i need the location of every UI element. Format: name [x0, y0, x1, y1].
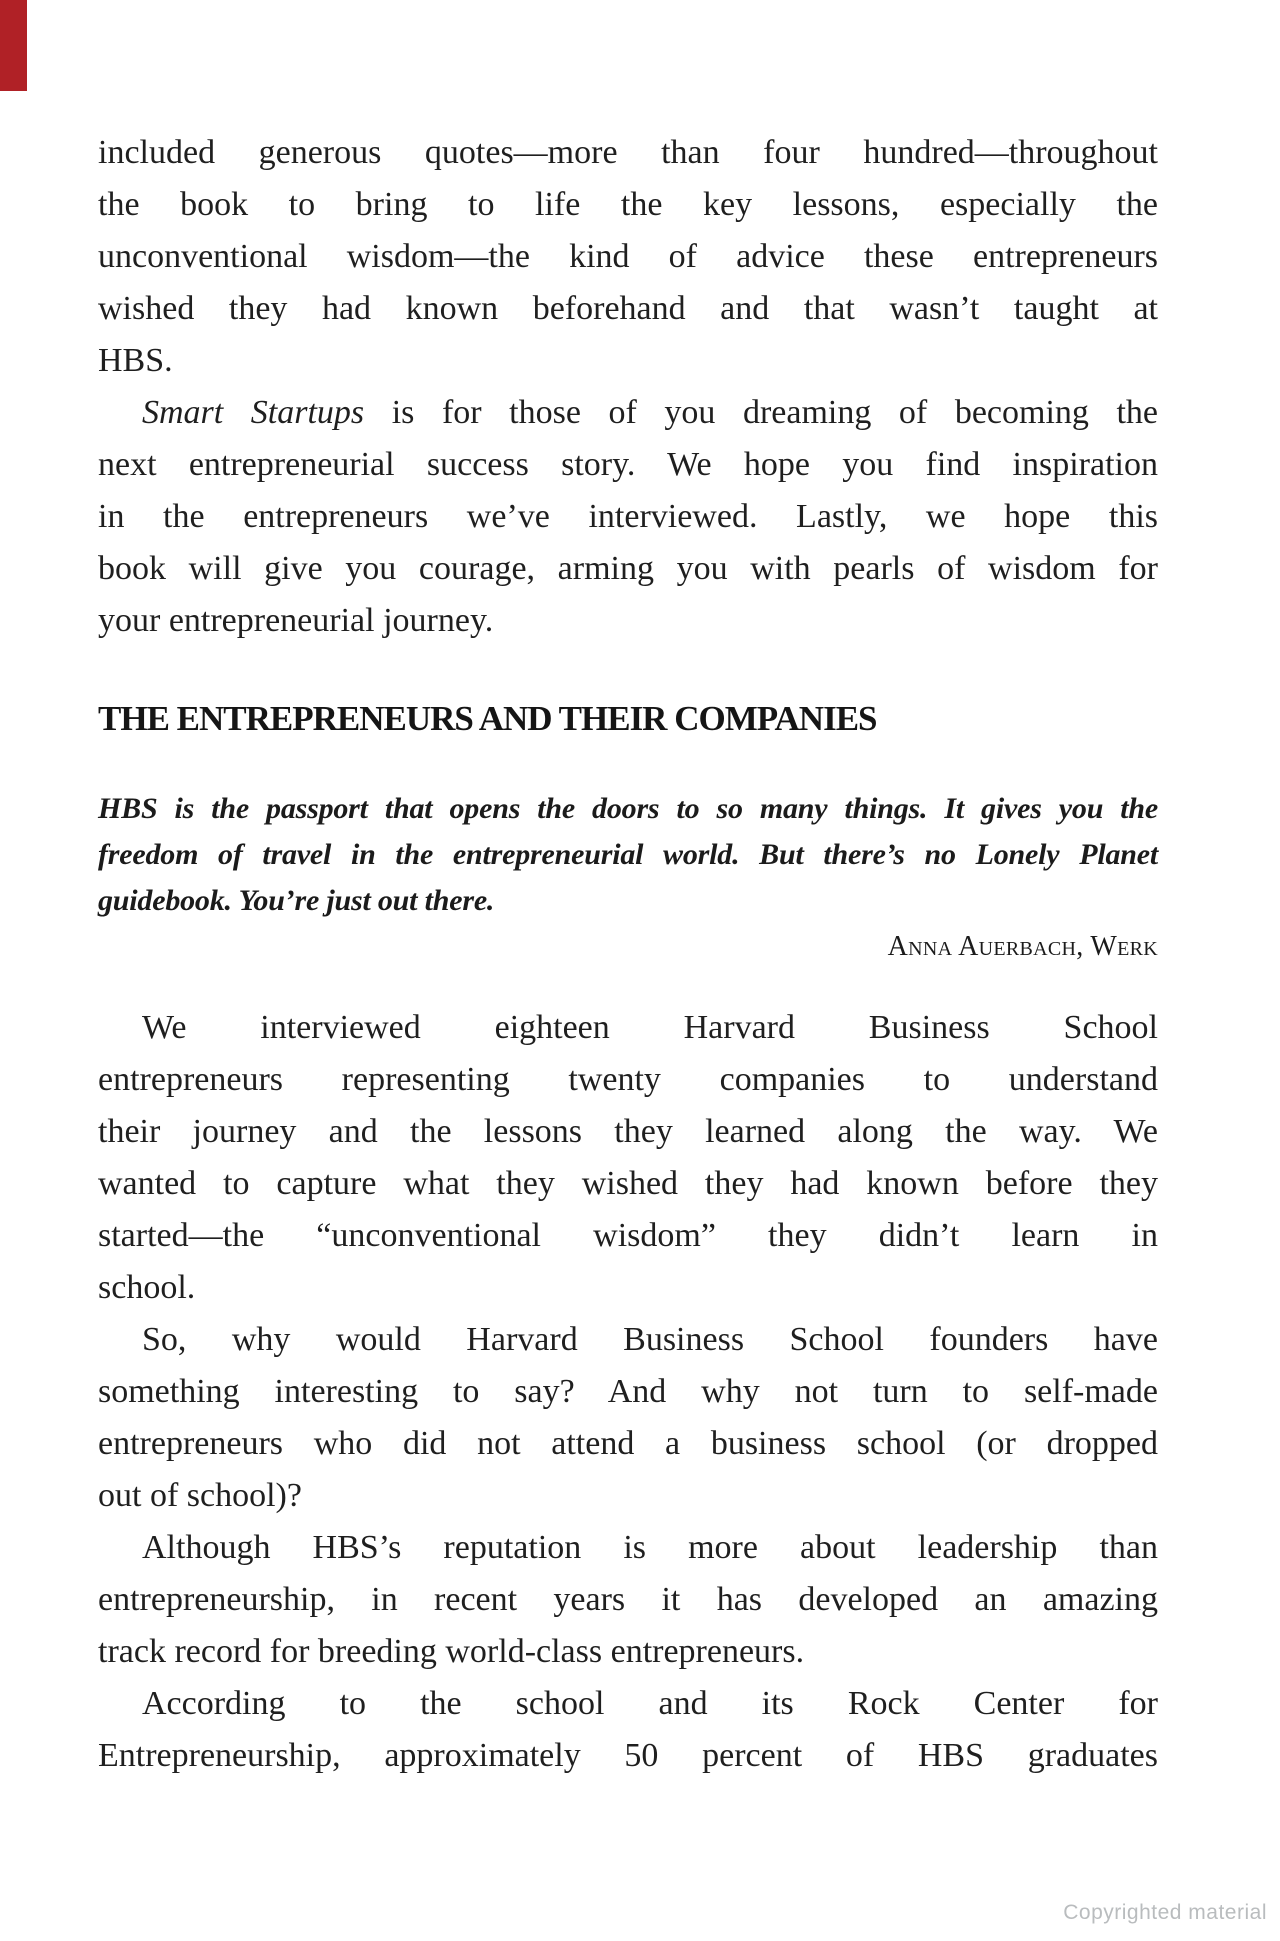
text-line: in the entrepreneurs we’ve interviewed. Lastly, we hope this	[98, 498, 1158, 535]
text-line: wished they had known beforehand and that wasn’t taught at	[98, 290, 1158, 327]
paragraph	[98, 1314, 1158, 1522]
text-line: their journey and the lessons they learned along the way. We	[98, 1113, 1158, 1150]
book-cover-corner	[0, 0, 27, 91]
text-line: According to the school and its Rock Center for	[142, 1685, 1158, 1722]
text-line: freedom of travel in the entrepreneurial world. But there’s no Lonely Planet	[98, 838, 1158, 871]
text-line: HBS.	[98, 342, 173, 379]
text-line: Entrepreneurship, approximately 50 percent of HBS graduates	[98, 1737, 1158, 1774]
text-line: unconventional wisdom—the kind of advice these entrepreneurs	[98, 238, 1158, 275]
text-line: school.	[98, 1269, 196, 1306]
text-line: guidebook. You’re just out there.	[98, 884, 495, 917]
text-line: something interesting to say? And why not turn to self-made	[98, 1373, 1158, 1410]
paragraph	[98, 1522, 1158, 1678]
page-text-block	[98, 127, 1158, 1782]
text-line: Although HBS’s reputation is more about leadership than	[142, 1529, 1158, 1566]
text-line: started—the “unconventional wisdom” they didn’t learn in	[98, 1217, 1158, 1254]
text-line	[98, 387, 1158, 439]
text-line: book will give you courage, arming you with pearls of wisdom for	[98, 550, 1158, 587]
text-line: the book to bring to life the key lessons, especially the	[98, 186, 1158, 223]
text-line: your entrepreneurial journey.	[98, 602, 494, 639]
text-line: We interviewed eighteen Harvard Business School	[142, 1009, 1158, 1046]
epigraph-quote	[98, 786, 1158, 924]
paragraph	[98, 1002, 1158, 1314]
book-title-italic: Smart Startups	[142, 394, 365, 431]
paragraph	[98, 1678, 1158, 1782]
text-line: track record for breeding world-class entrepreneurs.	[98, 1633, 805, 1670]
quote-attribution: Anna Auerbach, Werk	[887, 931, 1158, 962]
text-line: HBS is the passport that opens the doors to so many things. It gives you the	[98, 792, 1158, 825]
text-line: included generous quotes—more than four hundred—throughout	[98, 134, 1158, 171]
text-line: So, why would Harvard Business School founders have	[142, 1321, 1158, 1358]
text-line: out of school)?	[98, 1477, 302, 1514]
text-run: is for those of you dreaming of becoming the	[364, 394, 1158, 431]
text-line: next entrepreneurial success story. We hope you find inspiration	[98, 446, 1158, 483]
text-line: entrepreneurship, in recent years it has developed an amazing	[98, 1581, 1158, 1618]
section-heading: THE ENTREPRENEURS AND THEIR COMPANIES	[98, 699, 877, 738]
paragraph	[98, 387, 1158, 647]
text-line: entrepreneurs who did not attend a business school (or dropped	[98, 1425, 1158, 1462]
text-line: entrepreneurs representing twenty companies to understand	[98, 1061, 1158, 1098]
text-line: wanted to capture what they wished they had known before they	[98, 1165, 1158, 1202]
paragraph	[98, 127, 1158, 387]
copyright-watermark: Copyrighted material	[1063, 1901, 1267, 1924]
